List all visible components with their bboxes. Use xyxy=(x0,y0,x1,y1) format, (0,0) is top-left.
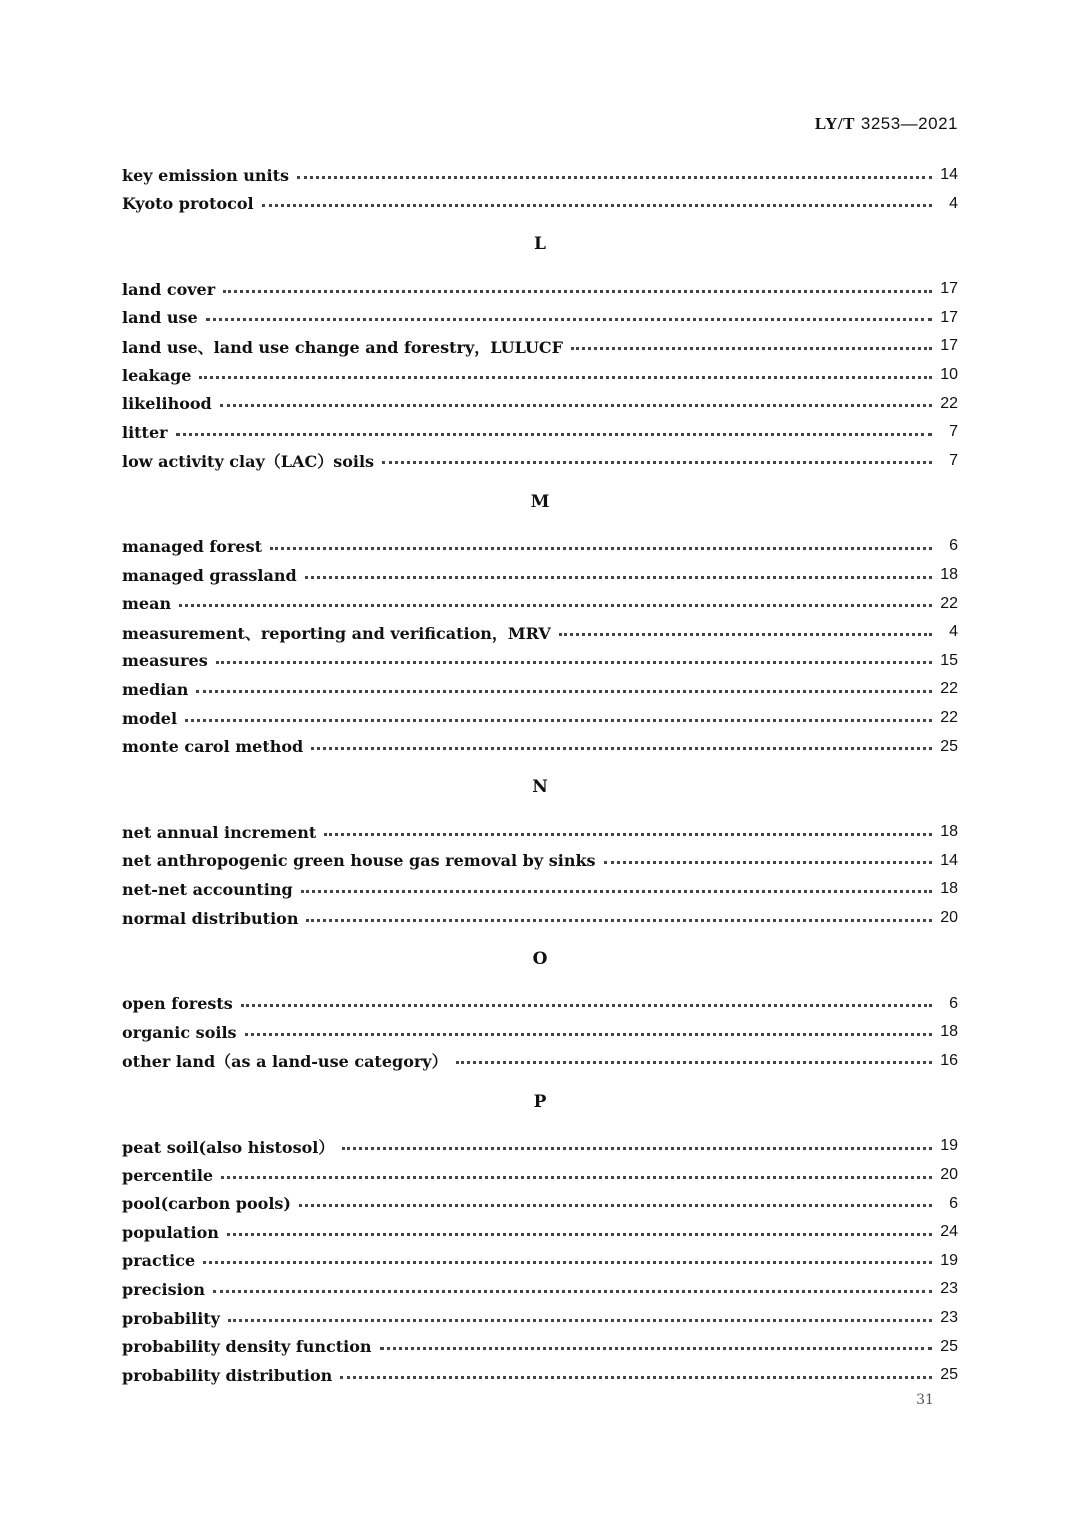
index-page-number: 6 xyxy=(949,994,958,1012)
index-page-number: 19 xyxy=(940,1137,958,1155)
index-term: net anthropogenic green house gas removal by sinks xyxy=(122,851,596,871)
index-entry xyxy=(122,393,958,415)
index-entry xyxy=(122,193,958,215)
dot-leader xyxy=(571,347,932,350)
index-page-number: 20 xyxy=(940,1166,958,1183)
index-term: land use、land use change and forestry，LULUCF xyxy=(122,337,563,357)
dot-leader xyxy=(297,176,932,179)
dot-leader xyxy=(342,1147,932,1150)
index-page-number: 4 xyxy=(949,194,958,212)
dot-leader xyxy=(380,1347,932,1350)
index-term: precision xyxy=(122,1279,206,1299)
dot-leader xyxy=(228,1319,932,1322)
index-page-number: 16 xyxy=(940,1051,958,1069)
dot-leader xyxy=(311,747,932,750)
index-page-number: 18 xyxy=(940,880,958,898)
index-term: probability density function xyxy=(122,1337,372,1357)
index-entry xyxy=(122,850,958,872)
index-entry xyxy=(122,1193,958,1215)
index-term: managed grassland xyxy=(122,565,297,585)
index-entry xyxy=(122,707,958,729)
index-entry xyxy=(122,821,958,843)
index-page-number: 6 xyxy=(949,537,958,555)
index-entry xyxy=(122,1135,958,1157)
dot-leader xyxy=(324,833,932,836)
index-entry xyxy=(122,1336,958,1358)
dot-leader xyxy=(306,919,932,922)
index-term: land use xyxy=(122,308,198,328)
index-page-number: 18 xyxy=(940,823,958,841)
index-page-number: 14 xyxy=(940,851,958,869)
index-entry xyxy=(122,1164,958,1186)
index-term: population xyxy=(122,1222,219,1242)
index-entry xyxy=(122,1307,958,1329)
index-term: practice xyxy=(122,1251,196,1271)
index-entry xyxy=(122,1250,958,1272)
dot-leader xyxy=(245,1033,932,1036)
index-page-number: 22 xyxy=(940,594,958,612)
section-letter-n: N xyxy=(532,777,548,798)
dot-leader xyxy=(301,890,932,893)
standard-code-header xyxy=(815,114,958,134)
index-page-number: 15 xyxy=(940,651,958,669)
index-term: key emission units xyxy=(122,165,290,185)
index-term: net-net accounting xyxy=(122,879,293,899)
dot-leader xyxy=(382,461,932,464)
index-term: other land（as a land-use category） xyxy=(122,1052,448,1072)
index-term: probability xyxy=(122,1308,220,1328)
index-entry xyxy=(122,621,958,643)
page-number: 31 xyxy=(916,1392,934,1408)
index-page-number: 25 xyxy=(940,1366,958,1384)
index-entry xyxy=(122,1221,958,1243)
dot-leader xyxy=(203,1261,932,1264)
index-term: Kyoto protocol xyxy=(122,194,254,214)
index-page-number: 23 xyxy=(940,1280,958,1298)
index-term: measures xyxy=(122,651,208,671)
index-page-number: 25 xyxy=(940,737,958,755)
index-entry xyxy=(122,1278,958,1300)
index-term: leakage xyxy=(122,365,192,385)
index-page-number: 17 xyxy=(940,308,958,326)
index-entry xyxy=(122,907,958,929)
index-page-number: 7 xyxy=(949,423,958,441)
index-page-number: 17 xyxy=(940,337,958,355)
index-entry xyxy=(122,1364,958,1386)
section-letter-l: L xyxy=(534,234,546,255)
index-term: low activity clay（LAC）soils xyxy=(122,452,375,472)
index-page-number: 14 xyxy=(940,166,958,183)
dot-leader xyxy=(216,661,932,664)
index-page-number: 22 xyxy=(940,709,958,726)
dot-leader xyxy=(559,633,932,636)
index-term: model xyxy=(122,708,178,728)
standard-number: 3253—2021 xyxy=(860,114,958,133)
dot-leader xyxy=(227,1233,932,1236)
index-entry xyxy=(122,678,958,700)
dot-leader xyxy=(221,1176,932,1179)
index-entry xyxy=(122,307,958,329)
index-term: likelihood xyxy=(122,394,212,414)
dot-leader xyxy=(206,318,932,321)
index-page-number: 18 xyxy=(940,566,958,583)
index-term: litter xyxy=(122,422,168,442)
index-entry xyxy=(122,164,958,186)
index-entry xyxy=(122,278,958,300)
dot-leader xyxy=(299,1204,932,1207)
index-entry xyxy=(122,650,958,672)
index-entry xyxy=(122,993,958,1015)
section-letter-m: M xyxy=(530,491,550,512)
index-entry xyxy=(122,593,958,615)
index-term: monte carol method xyxy=(122,737,304,757)
dot-leader xyxy=(199,376,932,379)
index-term: percentile xyxy=(122,1165,214,1185)
dot-leader xyxy=(179,604,932,607)
index-entry xyxy=(122,535,958,557)
dot-leader xyxy=(220,404,932,407)
index-term: open forests xyxy=(122,994,233,1014)
dot-leader xyxy=(223,290,932,293)
dot-leader xyxy=(262,204,932,207)
index-page-number: 25 xyxy=(940,1337,958,1355)
index-term: managed forest xyxy=(122,536,262,556)
index-term: land cover xyxy=(122,279,216,299)
index-term: organic soils xyxy=(122,1022,237,1042)
index-entry xyxy=(122,1050,958,1072)
dot-leader xyxy=(241,1004,932,1007)
index-entry xyxy=(122,736,958,758)
index-term: peat soil(also histosol） xyxy=(122,1137,335,1157)
index-entry xyxy=(122,1021,958,1043)
index-page-number: 18 xyxy=(940,1023,958,1041)
dot-leader xyxy=(176,433,932,436)
index-page-number: 4 xyxy=(949,623,958,641)
dot-leader xyxy=(185,719,932,722)
index-page-number: 6 xyxy=(949,1194,958,1212)
index-entry xyxy=(122,335,958,357)
index-term: probability distribution xyxy=(122,1365,333,1385)
dot-leader xyxy=(213,1290,932,1293)
index-page-number: 22 xyxy=(940,680,958,698)
index-entry xyxy=(122,364,958,386)
dot-leader xyxy=(604,861,932,864)
index-page-number: 10 xyxy=(940,366,958,383)
dot-leader xyxy=(196,690,932,693)
index-term: median xyxy=(122,679,189,699)
dot-leader xyxy=(270,547,932,550)
index-page-number: 7 xyxy=(949,451,958,469)
index-term: mean xyxy=(122,594,172,614)
dot-leader xyxy=(456,1061,932,1064)
index-page-number: 20 xyxy=(940,909,958,926)
index-entry xyxy=(122,450,958,472)
dot-leader xyxy=(340,1376,932,1379)
section-letter-p: P xyxy=(533,1091,547,1112)
section-letter-o: O xyxy=(532,948,548,969)
index-page-number: 17 xyxy=(940,280,958,298)
index-page-number: 19 xyxy=(940,1251,958,1269)
index-page-number: 24 xyxy=(940,1223,958,1241)
dot-leader xyxy=(305,576,932,579)
index-page-number: 22 xyxy=(940,394,958,412)
index-page-number: 23 xyxy=(940,1309,958,1326)
standard-prefix: LY/T xyxy=(814,114,855,133)
index-term: normal distribution xyxy=(122,908,299,928)
index-entry xyxy=(122,564,958,586)
index-term: pool(carbon pools) xyxy=(122,1194,291,1214)
index-term: measurement、reporting and verification，MRV xyxy=(122,623,551,643)
index-entry xyxy=(122,878,958,900)
index-term: net annual increment xyxy=(122,822,317,842)
index-entry xyxy=(122,421,958,443)
